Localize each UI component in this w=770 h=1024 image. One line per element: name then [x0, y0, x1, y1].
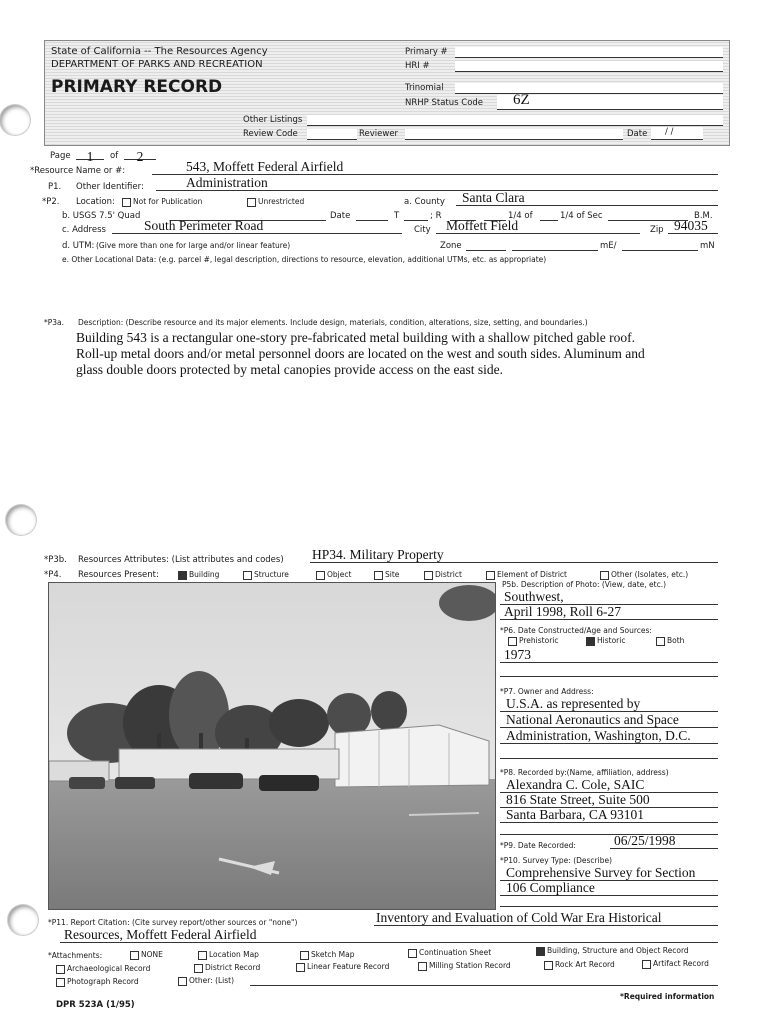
- photo-description-line-2[interactable]: April 1998, Roll 6-27: [500, 605, 718, 620]
- p1-label: P1.: [48, 182, 62, 192]
- recorder-line-1[interactable]: Alexandra C. Cole, SAIC: [500, 778, 718, 793]
- survey-type-line-1[interactable]: Comprehensive Survey for Section: [500, 866, 718, 881]
- survey-type-line-2[interactable]: 106 Compliance: [500, 881, 718, 896]
- description-prompt: Description: (Describe resource and its major elements. Include design, materials, condition, alterations, size, setting, and boundaries.): [78, 318, 588, 327]
- date-constructed-line-2[interactable]: [500, 666, 718, 677]
- attachment-photograph[interactable]: Photograph Record: [56, 977, 139, 987]
- both-checkbox[interactable]: [656, 637, 665, 646]
- other-identifier-field[interactable]: [156, 176, 718, 191]
- p1-field-label: Other Identifier:: [76, 182, 144, 192]
- page-of-label: of: [110, 151, 119, 161]
- p10-label: *P10. Survey Type: (Describe): [500, 856, 613, 865]
- p3b-label: *P3b.: [44, 555, 67, 565]
- page-current: 1: [76, 146, 104, 160]
- attachment-district[interactable]: District Record: [194, 963, 260, 973]
- report-citation-line-2[interactable]: Resources, Moffett Federal Airfield: [60, 928, 718, 943]
- township-field[interactable]: [404, 210, 428, 221]
- attachment-linear-feature[interactable]: Linear Feature Record: [296, 962, 389, 972]
- attributes-prompt: Resources Attributes: (List attributes and codes): [78, 555, 284, 565]
- form-title: PRIMARY RECORD: [51, 77, 223, 97]
- attachment-location-map[interactable]: Location Map: [198, 950, 259, 960]
- zip-label: Zip: [650, 225, 664, 235]
- county-label: a. County: [404, 197, 445, 207]
- binder-hole-top: [0, 105, 30, 135]
- other-locational-data-label: e. Other Locational Data: (e.g. parcel #, legal description, directions to resource, elevation, additional UTMs, etc. as appropriate): [62, 255, 547, 264]
- owner-line-1[interactable]: U.S.A. as represented by: [500, 697, 718, 712]
- nrhp-value: 6Z: [513, 92, 530, 108]
- owner-line-3[interactable]: Administration, Washington, D.C.: [500, 729, 718, 744]
- review-code-label: Review Code: [243, 129, 298, 139]
- resource-name-value: 543, Moffett Federal Airfield: [186, 159, 344, 174]
- utm-note: (Give more than one for large and/or linear feature): [96, 241, 291, 250]
- form-number: DPR 523A (1/95): [56, 1000, 135, 1010]
- building-photo-image: [49, 583, 495, 909]
- county-field[interactable]: [456, 191, 718, 206]
- structure-option[interactable]: Structure: [243, 570, 289, 580]
- site-option[interactable]: Site: [374, 570, 399, 580]
- quarter-label: 1/4 of: [508, 211, 533, 221]
- primary-field[interactable]: [455, 47, 723, 58]
- bm-label: B.M.: [694, 211, 713, 221]
- attachment-sketch-map[interactable]: Sketch Map: [300, 950, 354, 960]
- northing-field[interactable]: [622, 240, 698, 251]
- not-for-publication-option[interactable]: Not for Publication: [122, 197, 202, 207]
- review-date-field[interactable]: / /: [651, 127, 703, 140]
- usgs-quad-label: b. USGS 7.5' Quad: [62, 211, 141, 221]
- reviewer-label: Reviewer: [359, 129, 399, 139]
- object-checkbox[interactable]: [316, 571, 325, 580]
- other-isolates-option[interactable]: Other (Isolates, etc.): [600, 570, 688, 580]
- review-code-field[interactable]: [307, 129, 357, 140]
- address-label: c. Address: [62, 225, 106, 235]
- p9-label: *P9. Date Recorded:: [500, 841, 576, 850]
- resource-name-field[interactable]: [152, 160, 718, 175]
- attachments-label: *Attachments:: [48, 951, 103, 960]
- attachment-rock-art[interactable]: Rock Art Record: [544, 960, 615, 970]
- other-listings-field[interactable]: [307, 115, 723, 126]
- recorder-line-2[interactable]: 816 State Street, Suite 500: [500, 793, 718, 808]
- district-checkbox[interactable]: [424, 571, 433, 580]
- hri-label: HRI #: [405, 61, 430, 71]
- page-label: Page: [50, 151, 71, 161]
- unrestricted-option[interactable]: Unrestricted: [247, 197, 304, 207]
- attachment-other-field[interactable]: [250, 976, 718, 986]
- description-line-1: Building 543 is a rectangular one-story pre-fabricated metal building with a shallow pitched gable roof.: [76, 330, 635, 345]
- survey-type-line-3[interactable]: [500, 898, 718, 907]
- site-checkbox[interactable]: [374, 571, 383, 580]
- attachment-continuation-sheet[interactable]: Continuation Sheet: [408, 948, 491, 958]
- resources-present-label: Resources Present:: [78, 570, 159, 580]
- other-isolates-checkbox[interactable]: [600, 571, 609, 580]
- description-line-2: Roll-up metal doors and/or metal personnel doors are located on the west and south sides. Aluminum and: [76, 346, 645, 361]
- attachment-archaeological[interactable]: Archaeological Record: [56, 964, 150, 974]
- report-citation-line-1[interactable]: Inventory and Evaluation of Cold War Era Historical: [374, 911, 718, 926]
- attributes-field[interactable]: [310, 548, 718, 563]
- attachment-other[interactable]: Other: (List): [178, 976, 234, 986]
- p4-label: *P4.: [44, 570, 62, 580]
- not-for-publication-checkbox[interactable]: [122, 198, 131, 207]
- mn-label: mN: [700, 241, 715, 251]
- historic-checkbox[interactable]: [586, 637, 595, 646]
- township-label: T: [394, 211, 400, 221]
- attachment-milling-station[interactable]: Milling Station Record: [418, 961, 511, 971]
- other-identifier-value: Administration: [186, 175, 268, 190]
- prehistoric-checkbox[interactable]: [508, 637, 517, 646]
- other-listings-label: Other Listings: [243, 115, 303, 125]
- p2-label: *P2.: [42, 197, 60, 207]
- unrestricted-checkbox[interactable]: [247, 198, 256, 207]
- reviewer-field[interactable]: [405, 129, 623, 140]
- recorder-line-3[interactable]: Santa Barbara, CA 93101: [500, 808, 718, 823]
- p7-label: *P7. Owner and Address:: [500, 687, 594, 696]
- binder-hole-middle: [6, 505, 36, 535]
- structure-checkbox[interactable]: [243, 571, 252, 580]
- range-label: ; R: [430, 211, 442, 221]
- p11-label: *P11. Report Citation: (Cite survey report/other sources or "none"): [48, 918, 298, 927]
- me-label: mE/: [600, 241, 617, 251]
- city-field[interactable]: [436, 219, 640, 234]
- agency-line: State of California -- The Resources Agency: [51, 46, 268, 57]
- zone-label: Zone: [440, 241, 462, 251]
- city-label: City: [414, 225, 431, 235]
- utm-label: d. UTM:: [62, 241, 95, 251]
- description-line-3: glass double doors protected by metal canopies provide access on the east side.: [76, 362, 503, 377]
- resource-photo: [48, 582, 496, 910]
- p3a-label: *P3a.: [44, 318, 65, 327]
- building-checkbox[interactable]: [178, 571, 187, 580]
- zone-field[interactable]: [466, 240, 506, 251]
- hri-field[interactable]: [455, 61, 723, 72]
- element-of-district-option[interactable]: Element of District: [486, 570, 567, 580]
- photo-description-line-1[interactable]: Southwest,: [500, 590, 718, 605]
- usgs-date-label: Date: [330, 211, 351, 221]
- easting-field[interactable]: [512, 240, 598, 251]
- p8-label: *P8. Recorded by:(Name, affiliation, address): [500, 768, 669, 777]
- prehistoric-option[interactable]: Prehistoric: [508, 636, 559, 646]
- location-label: Location:: [76, 197, 115, 207]
- zip-value: 94035: [674, 218, 708, 233]
- city-value: Moffett Field: [446, 218, 519, 233]
- attributes-value: HP34. Military Property: [312, 547, 444, 562]
- required-info-note: *Required information: [620, 992, 715, 1001]
- date-constructed-field[interactable]: 1973: [500, 648, 718, 663]
- address-value: South Perimeter Road: [144, 218, 264, 233]
- binder-hole-bottom: [8, 905, 38, 935]
- both-option[interactable]: Both: [656, 636, 684, 646]
- date-label: Date: [627, 129, 648, 139]
- zip-field[interactable]: [668, 219, 718, 234]
- trinomial-label: Trinomial: [405, 83, 444, 93]
- page-total: 2: [124, 146, 156, 160]
- owner-line-4[interactable]: [500, 748, 718, 759]
- owner-line-2[interactable]: National Aeronautics and Space: [500, 713, 718, 728]
- address-field[interactable]: [112, 219, 402, 234]
- form-header: [44, 40, 730, 146]
- quarter-sec-label: 1/4 of Sec: [560, 211, 603, 221]
- county-value: Santa Clara: [462, 190, 525, 205]
- building-option[interactable]: Building: [178, 570, 219, 580]
- resource-name-label: *Resource Name or #:: [30, 166, 126, 176]
- attachment-building-record[interactable]: Building, Structure and Object Record: [536, 946, 689, 956]
- nrhp-label: NRHP Status Code: [405, 98, 484, 108]
- attachment-artifact[interactable]: Artifact Record: [642, 959, 709, 969]
- p5b-label: P5b. Description of Photo: (View, date, etc.): [502, 580, 667, 589]
- nrhp-field[interactable]: [497, 92, 723, 110]
- date-recorded-field[interactable]: 06/25/1998: [610, 834, 718, 849]
- trinomial-field[interactable]: [455, 83, 723, 94]
- historic-option[interactable]: Historic: [586, 636, 625, 646]
- element-of-district-checkbox[interactable]: [486, 571, 495, 580]
- district-option[interactable]: District: [424, 570, 462, 580]
- attachment-none[interactable]: NONE: [130, 950, 163, 960]
- object-option[interactable]: Object: [316, 570, 351, 580]
- department-line: DEPARTMENT OF PARKS AND RECREATION: [51, 59, 263, 70]
- p6-label: *P6. Date Constructed/Age and Sources:: [500, 626, 652, 635]
- primary-label: Primary #: [405, 47, 448, 57]
